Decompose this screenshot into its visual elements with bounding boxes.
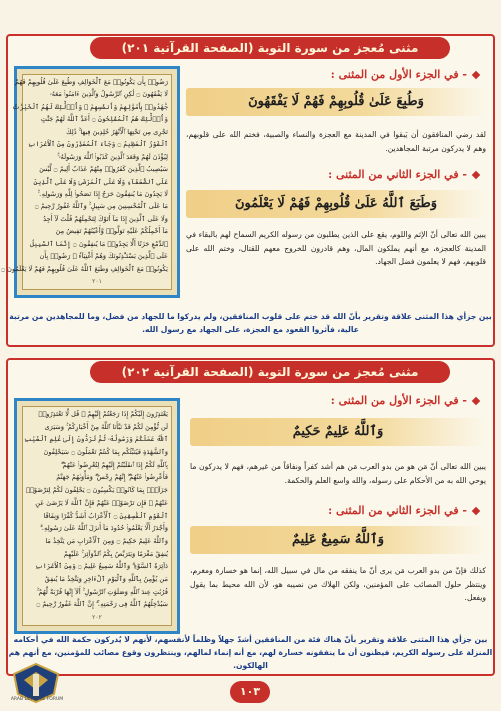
mushaf-line: مَا عَلَى ٱلْمُحْسِنِينَ مِن سَبِيلٍ ۚ وَٱللَّهُ غَفُورٌ رَّحِيمٌ ۝ — [34, 202, 168, 211]
mushaf-line: يُنفِقُ مَغْرَمًا وَيَتَرَبَّصُ بِكُمُ ٱلدَّوَآئِرَ ۚ عَلَيْهِمْ — [63, 549, 168, 558]
mushaf-line: فَأَعْرِضُوا۟ عَنْهُمْ ۖ إِنَّهُمْ رِجْسٌ ۖ وَمَأْوَىٰهُمْ جَهَنَّمُ — [56, 473, 168, 482]
mushaf-line: دَآئِرَةُ ٱلسَّوْءِ ۗ وَٱللَّهُ سَمِيعٌ عَلِيمٌ ۝ وَمِنَ ٱلْأَعْرَابِ — [35, 562, 168, 571]
part-1-verse: وَطُبِعَ عَلَىٰ قُلُوبِهِمْ فَهُمْ لَا يَفْقَهُونَ — [186, 88, 486, 116]
mushaf-line: وَلَا عَلَى ٱلَّذِينَ إِذَا مَآ أَتَوْكَ لِتَحْمِلَهُمْ قُلْتَ لَآ أَجِدُ — [43, 214, 168, 223]
part-1-heading: - في الجزء الأول من المثنى : — [331, 68, 479, 81]
mushaf-line: قُرُبَٰتٍ عِندَ ٱللَّهِ وَصَلَوَٰتِ ٱلرَّسُولِ ۚ أَلَآ إِنَّهَا قُرْبَةٌ لَّهُمْ ۚ — [36, 587, 168, 596]
mushaf-page-number: ٢٠١ — [92, 278, 102, 285]
mushaf-line: وَٱلشَّهَٰدَةِ فَيُنَبِّئُكُم بِمَا كُنتُمْ تَعْمَلُونَ ۝ سَيَحْلِفُونَ — [43, 448, 168, 457]
part-2-heading: - في الجزء الثاني من المثنى : — [328, 504, 479, 517]
section-1-banner: مثنى مُعجز من سورة التوبة (الصفحة القرآنية ٢٠١) — [90, 37, 450, 59]
forum-logo-text: ARAB DEFENSE FORUM — [10, 697, 64, 702]
mushaf-line: لَا يَجِدُونَ مَا يُنفِقُونَ حَرَجٌ إِذَا نَصَحُوا۟ لِلَّهِ وَرَسُولِهِۦ ۚ — [37, 189, 168, 198]
part-2-text: كذلك فإنّ من بدو العرب مَن يرى أنّ ما ينفقه من مال في سبيل الله، إنما هو خسارة ومغرم، وينتظر حلول المصائب على المؤمنين، ولكن الهلاك من نصيبه هو، لأن الله محيط بما يقول ويفعل. — [190, 566, 486, 602]
page-number: ١٠٣ — [230, 681, 270, 703]
mushaf-line: عَلَى ٱلَّذِينَ يَسْتَـْٔذِنُونَكَ وَهُمْ أَغْنِيَآءُ ۚ رَضُوا۟ بِأَن — [39, 252, 168, 261]
section-2-banner: مثنى مُعجز من سورة التوبة (الصفحة القرآنية ٢٠٢) — [90, 361, 450, 383]
part-2-verse: وَطَبَعَ ٱللَّهُ عَلَىٰ قُلُوبِهِمْ فَهُمْ لَا يَعْلَمُونَ — [186, 190, 486, 218]
mushaf-line: ٱللَّهُ عَمَلَكُمْ وَرَسُولُهُۥ ثُمَّ تُرَدُّونَ إِلَىٰ عَٰلِمِ ٱلْغَيْبِ — [24, 435, 168, 444]
mushaf-line: وَأُو۟لَٰٓئِكَ هُمُ ٱلْمُفْلِحُونَ ۝ أَعَدَّ ٱللَّهُ لَهُمْ جَنَّٰتٍ — [40, 115, 168, 124]
mushaf-line: عَلَى ٱلضُّعَفَآءِ وَلَا عَلَى ٱلْمَرْضَىٰ وَلَا عَلَى ٱلَّذِينَ — [33, 177, 168, 186]
mushaf-line: سَيُصِيبُ ٱلَّذِينَ كَفَرُوا۟ مِنْهُمْ عَذَابٌ أَلِيمٌ ۝ لَّيْسَ — [39, 165, 168, 174]
mushaf-line: ٱلدَّمْعِ حَزَنًا أَلَّا يَجِدُوا۟ مَا يُنفِقُونَ ۝ إِنَّمَا ٱلسَّبِيلُ — [30, 239, 168, 248]
part-2-heading: - في الجزء الثاني من المثنى : — [328, 168, 479, 181]
mushaf-line: عَنْهُمْ ۖ فَإِن تَرْضَوْا۟ عَنْهُمْ فَإِنَّ ٱللَّهَ لَا يَرْضَىٰ عَنِ — [35, 498, 168, 507]
mushaf-line: يَعْتَذِرُونَ إِلَيْكُمْ إِذَا رَجَعْتُمْ إِلَيْهِمْ ۚ قُل لَّا تَعْتَذِرُوا۟ — [38, 410, 168, 418]
mushaf-line: مَن يُؤْمِنُ بِٱللَّهِ وَٱلْيَوْمِ ٱلْءَاخِرِ وَيَتَّخِذُ مَا يُنفِقُ — [44, 574, 168, 583]
mushaf-text-201 — [1, 74, 172, 290]
mushaf-line: لَا يَفْقَهُونَ ۝ لَٰكِنِ ٱلرَّسُولُ وَٱلَّذِينَ ءَامَنُوا۟ مَعَهُۥ — [50, 90, 168, 99]
mushaf-page-number: ٢٠٢ — [92, 614, 102, 621]
part-1-text: لقد رضي المنافقون أن يَبقوا في المدينة مع العجزة والنساء والصبية، فختم الله على قلوبهم، وهم لا يدركون مرتبة المجاهدين. — [186, 130, 486, 153]
part-2-text: يبين الله تعالى أنّ الإثم واللوم، يقع على الذين يطلبون من رسوله الكريم السماح لهم بالبقاء في المدينة كالعجزة، مع أنهم يملكون المال، وهم قادرون للخروج معهم للقتال، وختم الله على قلوبهم، فهم لا يعلمون فضل الجهاد. — [186, 230, 486, 266]
part-1-text: يبين الله تعالى أنّ مَن هو من بدو العرب مَن هم أشد كفراً ونفاقاً من غيرهم، فهم لا يدركون ما يوحي الله به من الأحكام على رسوله، والله واسع العلم والحكمة. — [190, 462, 486, 485]
mushaf-line: وَٱللَّهُ عَلِيمٌ حَكِيمٌ ۝ وَمِنَ ٱلْأَعْرَابِ مَن يَتَّخِذُ مَا — [45, 536, 168, 545]
mushaf-line: بِٱللَّهِ لَكُمْ إِذَا ٱنقَلَبْتُمْ إِلَيْهِمْ لِتُعْرِضُوا۟ عَنْهُمْ ۖ — [60, 460, 168, 469]
mushaf-line: يَكُونُوا۟ مَعَ ٱلْخَوَالِفِ وَطَبَعَ ٱللَّهُ عَلَىٰ قُلُوبِهِمْ فَهُمْ لَا يَعْلَمُونَ ۝ — [1, 264, 168, 273]
mushaf-line: لَن نُّؤْمِنَ لَكُمْ قَدْ نَبَّأَنَا ٱللَّهُ مِنْ أَخْبَارِكُمْ ۚ وَسَيَرَى — [44, 422, 168, 431]
part-1-verse: وَٱللَّهُ عَلِيمٌ حَكِيمٌ — [190, 418, 486, 446]
section-1-summary: بين جزأي هذا المثنى علاقة وتقرير بأنّ الله قد ختم على قلوب المنافقين، ولم يدركوا ما للجهاد من فضل، وما للمجاهدين من مرتبة عالية، فآثروا القعود مع العجزة، على الجهاد مع رسول الله. — [9, 312, 492, 334]
mushaf-line: تَجْرِى مِن تَحْتِهَا ٱلْأَنْهَٰرُ خَٰلِدِينَ فِيهَا ۚ ذَٰلِكَ — [66, 127, 168, 136]
mushaf-page-201 — [1, 66, 180, 298]
mushaf-line: جَٰهَدُوا۟ بِأَمْوَٰلِهِمْ وَأَنفُسِهِمْ ۚ وَأُو۟لَٰٓئِكَ لَهُمُ ٱلْخَيْرَٰتُ — [12, 102, 168, 111]
mushaf-line: لِيُؤْذَنَ لَهُمْ وَقَعَدَ ٱلَّذِينَ كَذَبُوا۟ ٱللَّهَ وَرَسُولَهُۥ ۚ — [57, 152, 168, 161]
mushaf-line: وَأَجْدَرُ أَلَّا يَعْلَمُوا۟ حُدُودَ مَآ أَنزَلَ ٱللَّهُ عَلَىٰ رَسُولِهِۦ ۗ — [40, 524, 168, 533]
mushaf-line: مَآ أَحْمِلُكُمْ عَلَيْهِ تَوَلَّوا۟ وَّأَعْيُنُهُمْ تَفِيضُ مِنَ — [55, 227, 168, 236]
mushaf-page-202 — [14, 398, 180, 634]
part-1-heading: - في الجزء الأول من المثنى : — [331, 394, 479, 407]
mushaf-line: سَيُدْخِلُهُمُ ٱللَّهُ فِى رَحْمَتِهِۦٓ ۗ إِنَّ ٱللَّهَ غَفُورٌ رَّحِيمٌ ۝ — [36, 600, 168, 609]
mushaf-line: ٱلْفَوْزُ ٱلْعَظِيمُ ۝ وَجَآءَ ٱلْمُعَذِّرُونَ مِنَ ٱلْأَعْرَابِ — [27, 140, 168, 149]
mushaf-text-202 — [22, 406, 172, 626]
mushaf-line: رَضُوا۟ بِأَن يَكُونُوا۟ مَعَ ٱلْخَوَالِفِ وَطُبِعَ عَلَىٰ قُلُوبِهِمْ فَهُمْ — [15, 78, 168, 86]
section-2-summary: بين جزأي هذا المثنى علاقة وتقرير بأنّ هناك فئة من المنافقين أشدّ جهلاً وظلماً لأنفسهم، لأنهم لا يُدركون حكمة الله في أحكامه المنزلة على رسوله الكريم، فيظنون أن ما ينفقونه خسارة لهم، مع أنه إنماء لمالهم، وينتظرون وقوع مصائب للمؤمنين، مع أنهم هم الهالكون. — [8, 635, 493, 670]
part-2-verse: وَٱللَّهُ سَمِيعٌ عَلِيمٌ — [190, 526, 486, 554]
mushaf-line: ٱلْقَوْمِ ٱلْفَٰسِقِينَ ۝ ٱلْأَعْرَابُ أَشَدُّ كُفْرًا وَنِفَاقًا — [43, 511, 168, 520]
mushaf-line: جَزَآءًۢ بِمَا كَانُوا۟ يَكْسِبُونَ ۝ يَحْلِفُونَ لَكُمْ لِتَرْضَوْا۟ — [26, 486, 168, 495]
